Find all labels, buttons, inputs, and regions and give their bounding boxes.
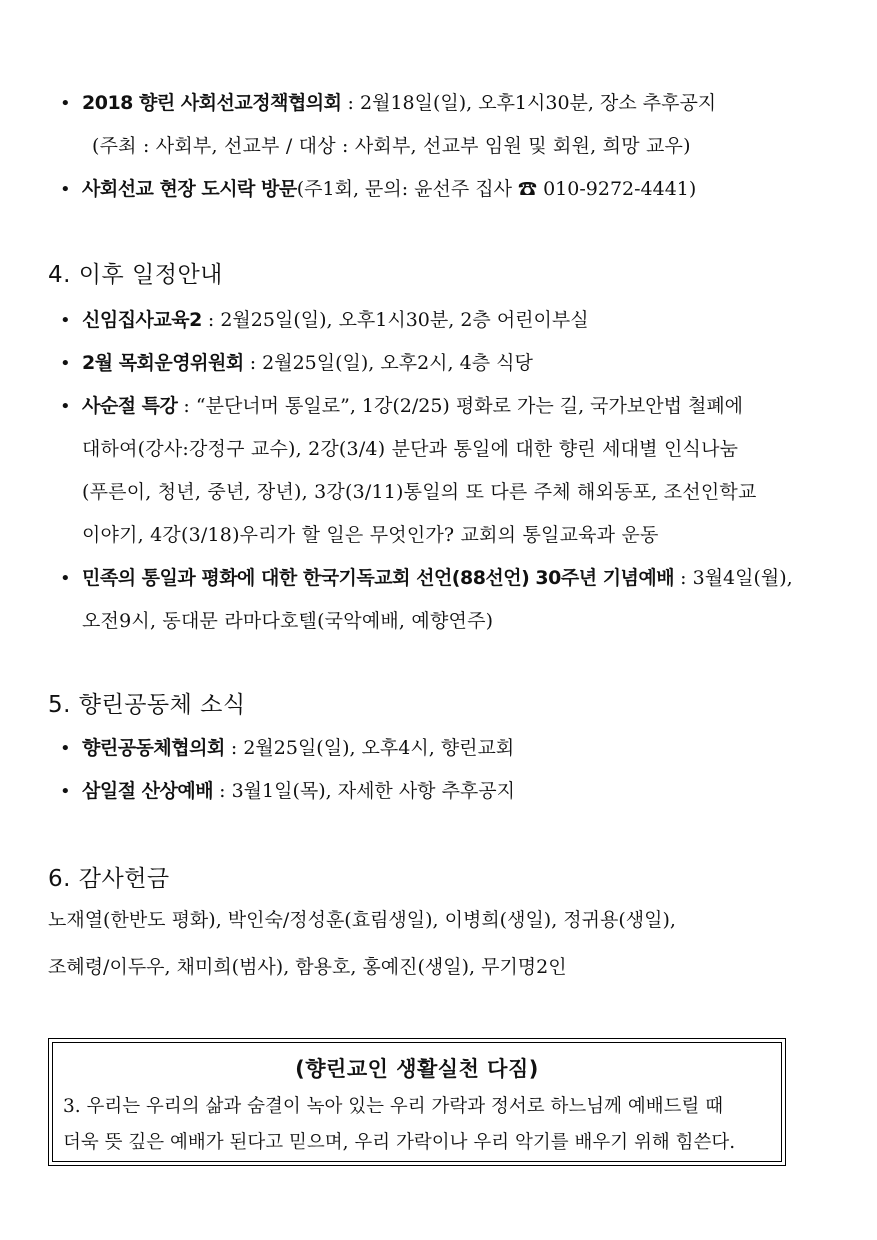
item-text: : 2월18일(일), 오후1시30분, 장소 추후공지 — [341, 92, 717, 114]
item-continuation: 오전9시, 동대문 라마다호텔(국악예배, 예향연주) — [82, 610, 494, 632]
donor-list — [48, 897, 676, 991]
section4-title: 4. 이후 일정안내 — [48, 262, 223, 288]
pledge-box — [48, 1038, 786, 1166]
item-continuation: 대하여(강사:강정구 교수), 2강(3/4) 분단과 통일에 대한 향린 세대별 인식나눔 — [82, 438, 739, 460]
pledge-line: 더욱 뜻 깊은 예배가 된다고 믿으며, 우리 가락이나 우리 악기를 배우기 위해 힘쓴다. — [63, 1132, 736, 1153]
item-label: 향린공동체협의회 — [82, 737, 225, 759]
pledge-line: 3. 우리는 우리의 삶과 숨결이 녹아 있는 우리 가락과 정서로 하느님께 예배드릴 때 — [63, 1096, 724, 1117]
item-continuation: (푸른이, 청년, 중년, 장년), 3강(3/11)통일의 또 다른 주체 해외동포, 조선인학교 — [82, 481, 757, 503]
bullet: • — [60, 93, 71, 114]
section6-title: 6. 감사헌금 — [48, 866, 170, 892]
section3-list — [0, 82, 796, 211]
section5-list — [0, 727, 595, 813]
item-label: 삼일절 산상예배 — [82, 780, 214, 802]
list-item — [0, 385, 873, 428]
list-item — [0, 299, 873, 342]
donor-line: 조혜령/이두우, 채미희(범사), 함용호, 홍예진(생일), 무기명2인 — [48, 956, 567, 978]
bullet: • — [60, 310, 71, 331]
bullet: • — [60, 353, 71, 374]
item-text: : 2월25일(일), 오후4시, 향린교회 — [224, 737, 515, 759]
section5-title: 5. 향린공동체 소식 — [48, 692, 246, 718]
list-item — [0, 82, 796, 125]
item-text: : 2월25일(일), 오후2시, 4층 식당 — [243, 352, 533, 374]
item-text: (주1회, 문의: 윤선주 집사 ☎ 010-9272-4441) — [296, 178, 697, 200]
item-label: 2월 목회운영위원회 — [82, 352, 244, 374]
pledge-title: (향린교인 생활실천 다짐) — [295, 1057, 539, 1081]
list-item — [0, 342, 873, 385]
item-subline: (주최 : 사회부, 선교부 / 대상 : 사회부, 선교부 임원 및 회원, 희망 교우) — [92, 135, 691, 157]
bullet: • — [60, 568, 71, 589]
bullet: • — [60, 179, 71, 200]
pledge-box-inner — [52, 1042, 782, 1162]
donor-line: 노재열(한반도 평화), 박인숙/정성훈(효림생일), 이병희(생일), 정귀용(생일), — [48, 909, 676, 931]
item-text: : “분단너머 통일로”, 1강(2/25) 평화로 가는 길, 국가보안법 철폐에 — [177, 395, 744, 417]
pledge-body — [53, 1089, 781, 1161]
item-label: 사회선교 현장 도시락 방문 — [82, 178, 297, 200]
list-item — [0, 727, 595, 770]
list-item — [0, 557, 873, 600]
list-item — [0, 168, 796, 211]
bullet: • — [60, 738, 71, 759]
list-item — [0, 770, 595, 813]
item-label: 사순절 특강 — [82, 395, 178, 417]
item-text: : 3월1일(목), 자세한 사항 추후공지 — [213, 780, 515, 802]
item-continuation: 이야기, 4강(3/18)우리가 할 일은 무엇인가? 교회의 통일교육과 운동 — [82, 524, 659, 546]
bullet: • — [60, 396, 71, 417]
item-label: 신임집사교육2 — [82, 309, 202, 331]
item-text: : 3월4일(월), — [674, 567, 793, 589]
section4-list — [0, 299, 873, 643]
item-label: 민족의 통일과 평화에 대한 한국기독교회 선언(88선언) 30주년 기념예배 — [82, 567, 675, 589]
bullet: • — [60, 781, 71, 802]
item-text: : 2월25일(일), 오후1시30분, 2층 어린이부실 — [201, 309, 589, 331]
item-label: 2018 향린 사회선교정책협의회 — [82, 92, 342, 114]
